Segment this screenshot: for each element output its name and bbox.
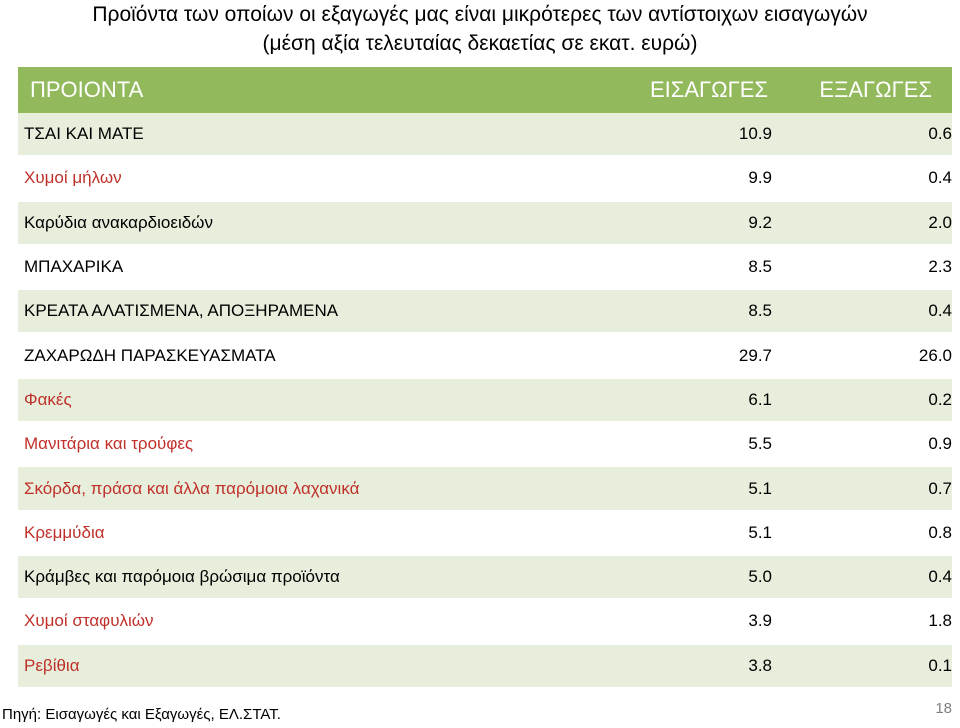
table-row [18,600,952,644]
header-products: ΠΡΟΙΟΝΤΑ [30,77,144,102]
row-exports: 0.1 [928,655,952,675]
row-imports: 9.9 [748,168,772,188]
slide-title [0,0,960,58]
table-row [18,467,952,511]
row-exports: 0.4 [928,168,952,188]
trade-table [18,67,952,689]
row-product: Χυμοί σταφυλιών [24,611,154,631]
row-product: Καρύδια ανακαρδιοειδών [24,212,213,232]
row-exports: 0.9 [928,434,952,454]
row-product: Κρεμμύδια [24,522,105,542]
row-imports: 6.1 [748,389,772,409]
row-exports: 26.0 [918,345,952,365]
table-row [18,157,952,201]
row-imports: 3.8 [748,655,772,675]
row-imports: 8.5 [748,301,772,321]
row-product: ΚΡΕΑΤΑ ΑΛΑΤΙΣΜΕΝΑ, ΑΠΟΞΗΡΑΜΕΝΑ [24,301,339,321]
row-product: Σκόρδα, πράσα και άλλα παρόμοια λαχανικά [24,478,360,498]
table-row [18,379,952,423]
page-number: 18 [935,700,952,717]
row-exports: 0.4 [928,301,952,321]
header-imports: ΕΙΣΑΓΩΓΕΣ [649,77,768,102]
row-exports: 0.2 [928,389,952,409]
row-product: Μανιτάρια και τρούφες [24,434,194,454]
row-product: ΤΣΑΙ ΚΑΙ ΜΑΤΕ [24,124,144,144]
row-imports: 5.1 [748,522,772,542]
table-row [18,423,952,467]
header-exports: ΕΞΑΓΩΓΕΣ [819,77,932,102]
row-product: Φακές [24,389,72,409]
row-exports: 0.6 [928,124,952,144]
table-row [18,246,952,290]
row-exports: 2.0 [928,212,952,232]
row-product: ΖΑΧΑΡΩΔΗ ΠΑΡΑΣΚΕΥΑΣΜΑΤΑ [24,345,276,365]
row-product: Ρεβίθια [24,655,80,675]
row-imports: 3.9 [748,611,772,631]
title-line-2: (μέση αξία τελευταίας δεκαετίας σε εκατ. ευρώ) [262,32,698,55]
row-exports: 0.7 [928,478,952,498]
row-imports: 8.5 [748,257,772,277]
row-imports: 9.2 [748,212,772,232]
row-product: Κράμβες και παρόμοια βρώσιμα προϊόντα [24,567,340,587]
table-row [18,645,952,689]
table-row [18,512,952,556]
source-note: Πηγή: Εισαγωγές και Εξαγωγές, ΕΛ.ΣΤΑΤ. [2,706,281,723]
row-product: Χυμοί μήλων [24,168,122,188]
table-row [18,290,952,334]
table-row [18,334,952,378]
title-line-1: Προϊόντα των οποίων οι εξαγωγές μας είναι μικρότερες των αντίστοιχων εισαγωγών [92,3,868,26]
table-row [18,202,952,246]
row-imports: 29.7 [738,345,772,365]
row-imports: 5.1 [748,478,772,498]
row-exports: 2.3 [928,257,952,277]
row-imports: 5.0 [748,567,772,587]
row-product: ΜΠΑΧΑΡΙΚΑ [24,257,124,277]
table-row [18,113,952,157]
row-imports: 5.5 [748,434,772,454]
row-exports: 0.8 [928,522,952,542]
table-header [18,67,952,113]
row-exports: 1.8 [928,611,952,631]
row-exports: 0.4 [928,567,952,587]
table-row [18,556,952,600]
row-imports: 10.9 [738,124,772,144]
